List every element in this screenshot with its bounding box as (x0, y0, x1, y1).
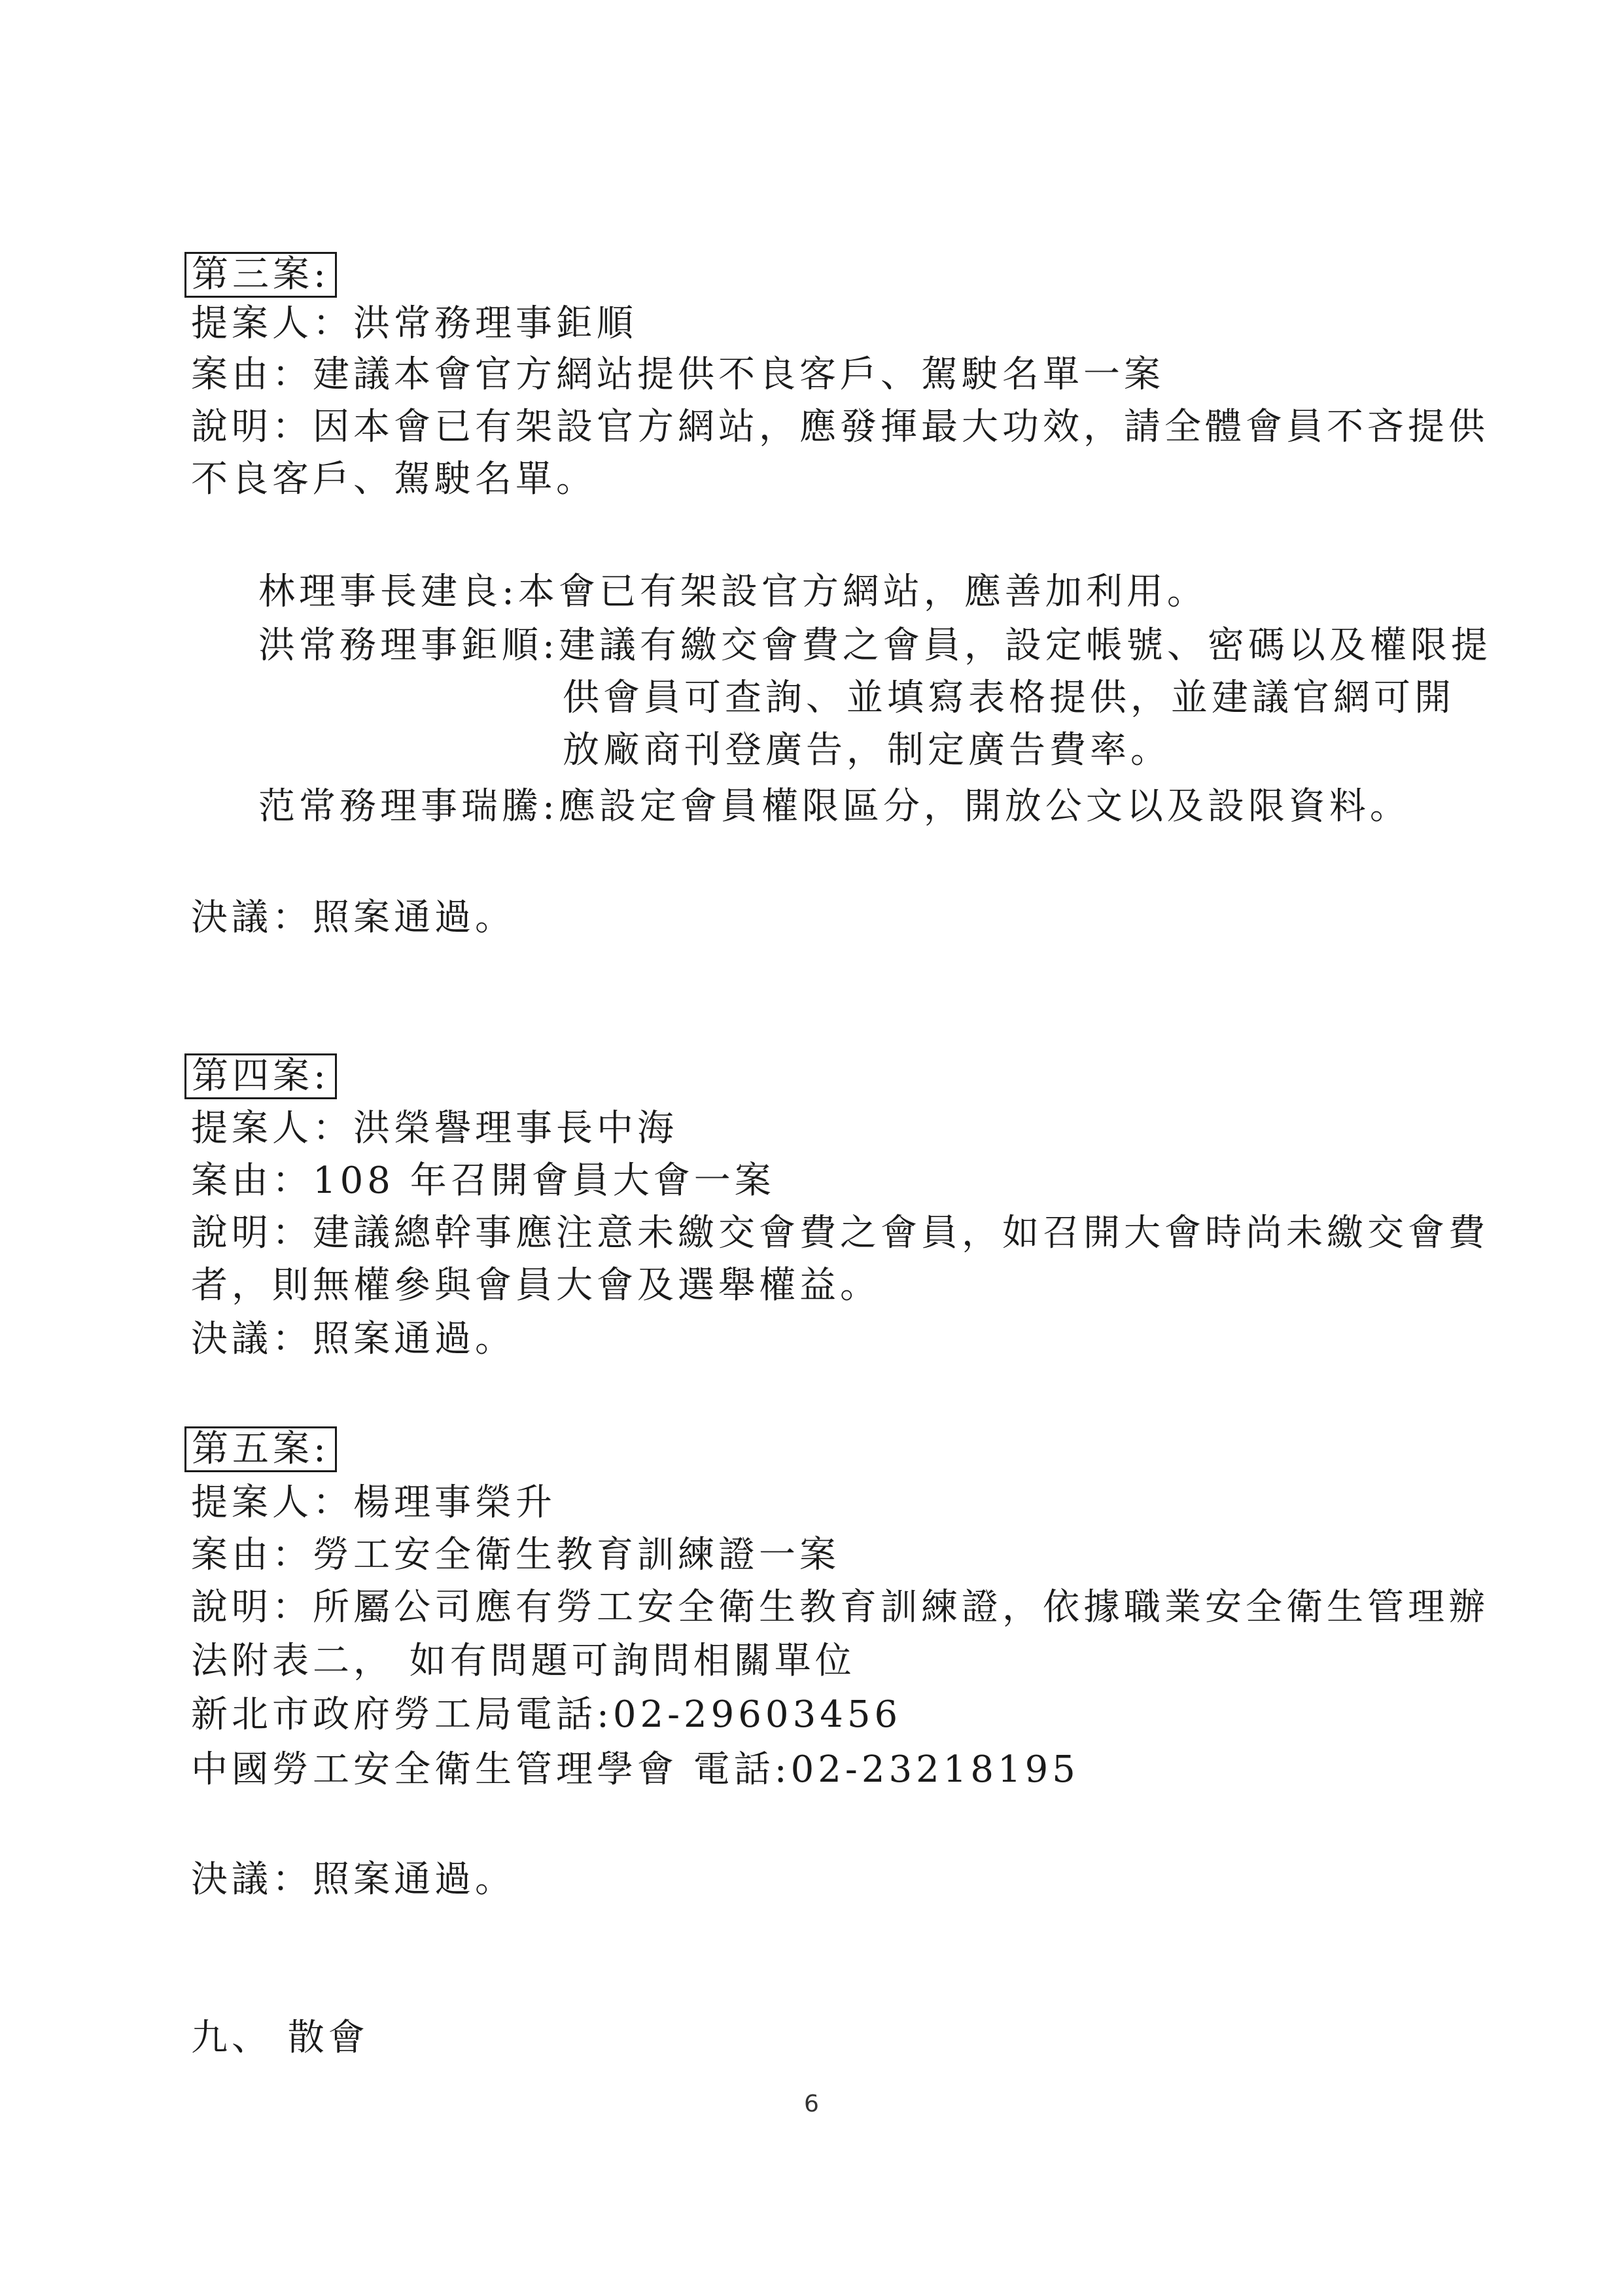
case3-description-line1: 說明：因本會已有架設官方網站，應發揮最大功效，請全體會員不吝提供 (191, 406, 1489, 448)
case3-heading: 第三案: (184, 252, 337, 298)
case3-resolution: 決議：照案通過。 (191, 896, 515, 939)
case5-resolution: 決議：照案通過。 (191, 1858, 515, 1901)
page-number: 6 (804, 2091, 819, 2117)
case3-discussion-director-hong-line2: 供會員可查詢、並填寫表格提供，並建議官網可開 (563, 677, 1455, 719)
case4-description-line1: 說明：建議總幹事應注意未繳交會費之會員，如召開大會時尚未繳交會費 (191, 1212, 1489, 1254)
case5-subject: 案由：勞工安全衛生教育訓練證一案 (191, 1534, 840, 1576)
case5-proposer: 提案人：楊理事榮升 (191, 1481, 556, 1524)
case5-contact-safety-association: 中國勞工安全衛生管理學會 電話:02-23218195 (191, 1748, 1079, 1791)
case4-heading-line (191, 1053, 337, 1099)
case3-discussion-chairman: 林理事長建良:本會已有架設官方網站，應善加利用。 (258, 571, 1208, 613)
case4-subject: 案由：108 年召開會員大會一案 (191, 1159, 775, 1202)
case3-description-line2: 不良客戶、駕駛名單。 (191, 458, 597, 501)
case3-discussion-director-hong-line3: 放廠商刊登廣告，制定廣告費率。 (563, 729, 1171, 771)
case3-discussion-director-fan: 范常務理事瑞騰:應設定會員權限區分，開放公文以及設限資料。 (258, 785, 1410, 828)
case3-discussion-director-hong-line1: 洪常務理事鉅順:建議有繳交會費之會員，設定帳號、密碼以及權限提 (258, 624, 1492, 667)
case5-heading: 第五案: (184, 1426, 337, 1472)
meeting-adjourned: 九、 散會 (191, 2017, 369, 2059)
case3-proposer: 提案人：洪常務理事鉅順 (191, 302, 637, 345)
case5-contact-labor-bureau: 新北市政府勞工局電話:02-29603456 (191, 1693, 902, 1736)
case5-description-line2: 法附表二， 如有問題可詢問相關單位 (191, 1640, 856, 1682)
case5-description-line1: 說明：所屬公司應有勞工安全衛生教育訓練證，依據職業安全衛生管理辦 (191, 1586, 1489, 1629)
case5-heading-line (191, 1426, 337, 1472)
case3-heading-line (191, 252, 337, 298)
case3-subject: 案由：建議本會官方網站提供不良客戶、駕駛名單一案 (191, 353, 1164, 396)
case4-description-line2: 者，則無權參與會員大會及選舉權益。 (191, 1264, 881, 1307)
case4-proposer: 提案人：洪榮譽理事長中海 (191, 1107, 678, 1150)
case4-resolution: 決議：照案通過。 (191, 1318, 515, 1360)
case4-heading: 第四案: (184, 1053, 337, 1099)
